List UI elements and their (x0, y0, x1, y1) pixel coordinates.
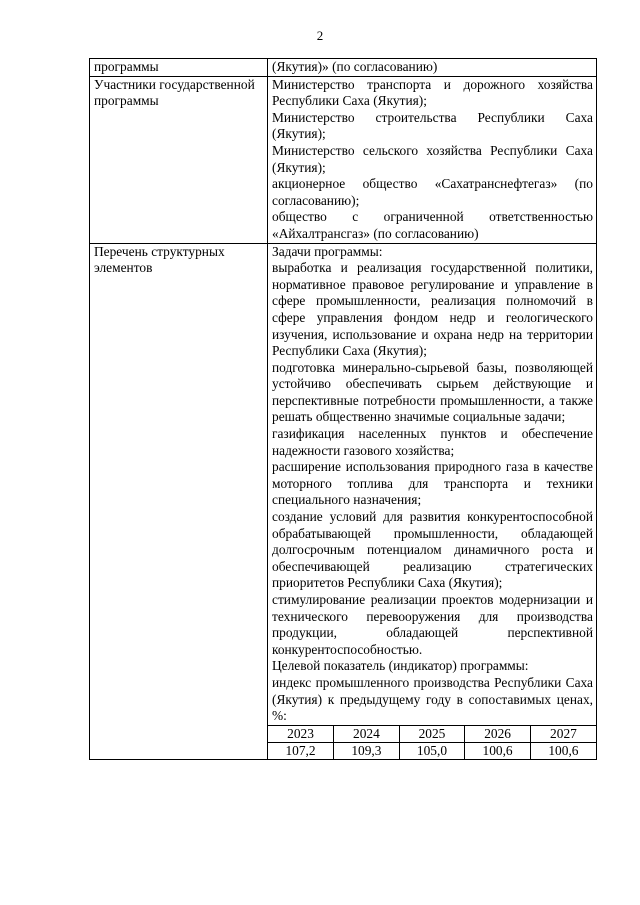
indicator-heading: Целевой показатель (индикатор) программы: (272, 658, 529, 674)
list-item: акционерное общество «Сахатранснефтегаз» (по согласованию); (272, 176, 593, 208)
program-passport-table (89, 58, 597, 760)
value-cell: 107,2 (268, 742, 334, 759)
value-cell: 100,6 (530, 742, 596, 759)
page-number: 2 (316, 28, 324, 43)
row-label: программы (90, 59, 268, 77)
list-item: Министерство сельского хозяйства Республики Саха (Якутия); (272, 142, 593, 175)
indicator-text: индекс промышленного производства Республики Саха (Якутия) к предыдущему году в сопоставимых ценах, %: (272, 674, 593, 724)
participants-list (268, 76, 597, 243)
value-cell: 109,3 (334, 742, 400, 759)
year-cell: 2024 (334, 725, 400, 742)
list-item: стимулирование реализации проектов модернизации и технического перевооружения для производства продукции, обладающей перспективной конкурентоспособностью. (272, 592, 593, 657)
values-row (268, 742, 596, 759)
year-cell: 2027 (530, 725, 596, 742)
list-item: создание условий для развития конкурентоспособной обрабатывающей промышленности, обладающей долгосрочным потенциалом динамичного роста и обеспечивающей реализацию стратегических приоритетов Республики Саха (Якутия); (272, 509, 593, 591)
row-value (268, 59, 597, 77)
list-item: расширение использования природного газа в качестве моторного топлива для транспорта и техники специального назначения; (272, 459, 593, 508)
row-label-structural-elements: Перечень структурных элементов (90, 243, 268, 759)
tasks-heading: Задачи программы: (272, 243, 383, 259)
year-cell: 2026 (465, 725, 531, 742)
list-item: Министерство транспорта и дорожного хозяйства Республики Саха (Якутия); (272, 76, 593, 109)
year-cell: 2023 (268, 725, 334, 742)
cell-text: (Якутия)» (по согласованию) (272, 59, 438, 74)
list-item: подготовка минерально-сырьевой базы, позволяющей устойчиво обеспечивать сырьем действующие и перспективные потребности промышленности, а также решать общественно значимые социальные задачи; (272, 359, 593, 425)
structural-elements-cell (268, 243, 597, 759)
table-row (90, 59, 597, 77)
list-item: выработка и реализация государственной политики, нормативное правовое регулирование и управление в сфере промышленности, реализация полномочий в сфере управления фондом недр и геологического изучения, использование и охрана недр на территории Республики Саха (Якутия); (272, 260, 593, 359)
value-cell: 100,6 (465, 742, 531, 759)
list-item: Министерство строительства Республики Саха (Якутия); (272, 109, 593, 142)
value-cell: 105,0 (399, 742, 465, 759)
years-row (268, 725, 596, 742)
indicator-values-table (268, 725, 596, 759)
list-item: газификация населенных пунктов и обеспечение надежности газового хозяйства; (272, 426, 593, 458)
table-row (90, 76, 597, 243)
table-row (90, 243, 597, 759)
list-item: общество с ограниченной ответственностью «Айхалтрансгаз» (по согласованию) (272, 209, 593, 241)
row-label-participants: Участники государственной программы (90, 76, 268, 243)
year-cell: 2025 (399, 725, 465, 742)
